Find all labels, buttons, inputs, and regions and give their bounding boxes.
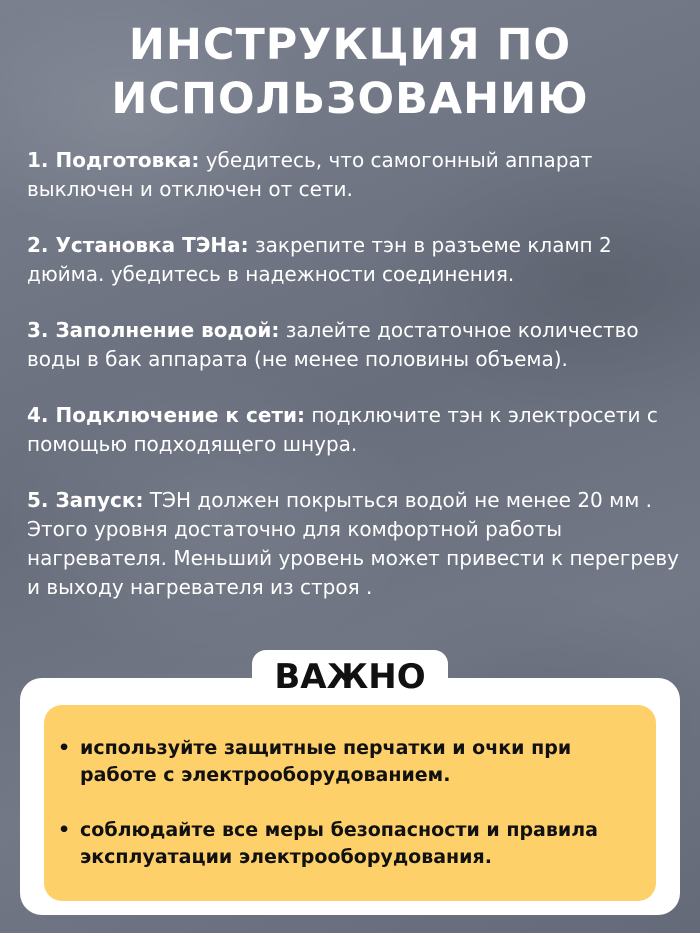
steps-list	[27, 146, 687, 629]
step-heading: 4. Подключение к сети:	[27, 403, 305, 427]
page-title	[0, 18, 700, 126]
step-preparation	[27, 146, 687, 204]
step-text: залейте достаточное количество воды в бак аппарата (не менее половины объема).	[27, 318, 639, 371]
step-text: ТЭН должен покрыться водой не менее 20 мм . Этого уровня достаточно для комфортной работы нагревателя. Меньший уровень может привести к перегреву и выходу нагревателя из строя .	[27, 488, 679, 599]
bullet-dot-icon: •	[58, 819, 71, 841]
title-line-2: ИСПОЛЬЗОВАНИЮ	[111, 74, 589, 124]
list-item	[58, 735, 638, 789]
warning-list	[58, 735, 638, 899]
step-installation	[27, 231, 687, 289]
step-heading: 3. Заполнение водой:	[27, 318, 280, 342]
step-heading: 1. Подготовка:	[27, 148, 200, 172]
step-power-connection	[27, 401, 687, 459]
step-text: подключите тэн к электросети с помощью подходящего шнура.	[27, 403, 658, 456]
list-item	[58, 817, 638, 871]
step-launch	[27, 486, 687, 602]
warning-text: используйте защитные перчатки и очки при работе с электрооборудованием.	[80, 737, 572, 786]
step-water-filling	[27, 316, 687, 374]
step-text: убедитесь, что самогонный аппарат выключен и отключен от сети.	[27, 148, 593, 201]
warning-text: соблюдайте все меры безопасности и правила эксплуатации электрооборудования.	[80, 819, 598, 868]
bullet-dot-icon: •	[58, 737, 71, 759]
important-title: ВАЖНО	[274, 657, 426, 697]
step-heading: 2. Установка ТЭНа:	[27, 233, 249, 257]
warning-box	[44, 705, 656, 901]
step-heading: 5. Запуск:	[27, 488, 144, 512]
step-text: закрепите тэн в разъеме кламп 2 дюйма. убедитесь в надежности соединения.	[27, 233, 612, 286]
title-line-1: ИНСТРУКЦИЯ ПО	[128, 20, 572, 70]
